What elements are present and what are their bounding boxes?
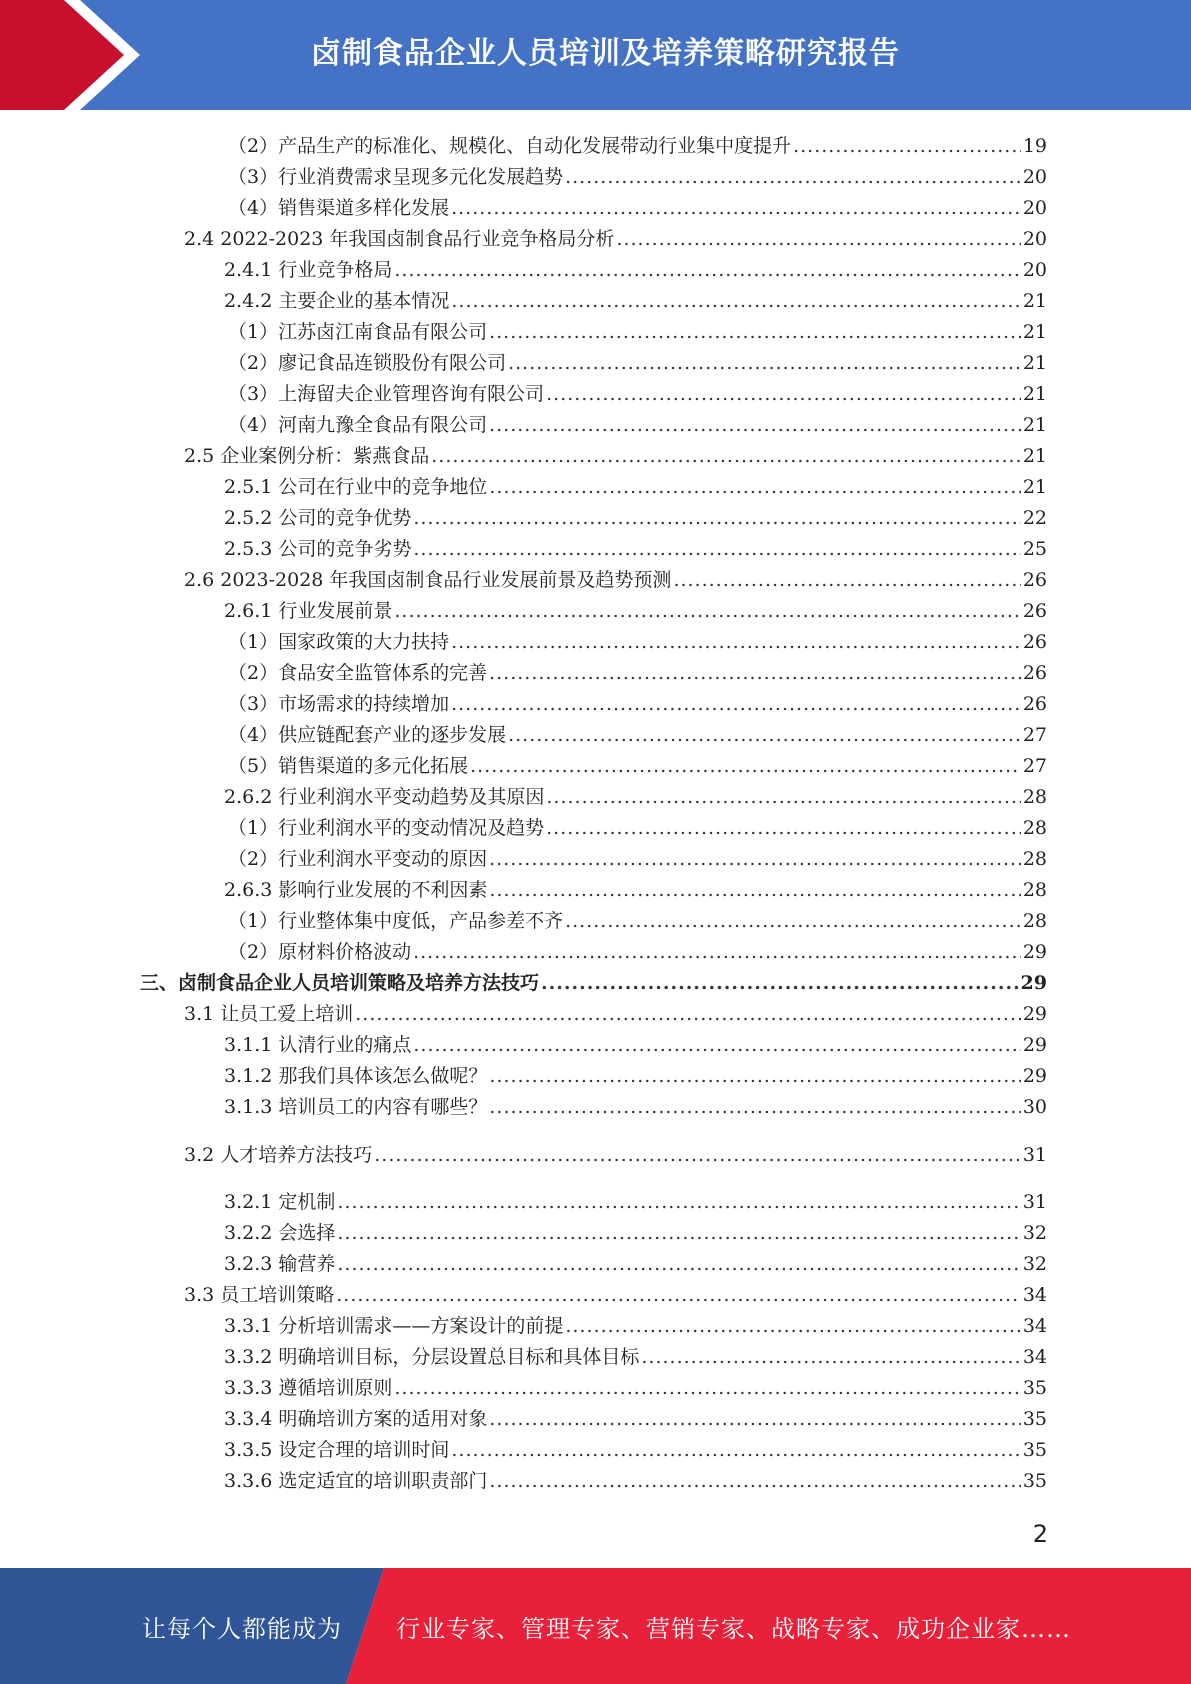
toc-entry-page: 28 [1022,879,1047,901]
toc-entry[interactable] [228,159,1047,189]
toc-entry[interactable] [224,593,1047,623]
page-number: 2 [1032,1520,1048,1548]
toc-leader-dots [546,816,1021,840]
toc-leader-dots [394,258,1020,282]
toc-entry-page: 35 [1022,1470,1047,1492]
toc-entry-page: 34 [1022,1284,1047,1306]
toc-entry-page: 28 [1022,848,1047,870]
toc-leader-dots [337,1252,1020,1276]
toc-entry-page: 32 [1022,1222,1047,1244]
toc-entry-title: （1）江苏卤江南食品有限公司 [228,321,488,343]
toc-leader-dots [546,785,1020,809]
toc-leader-dots [489,1064,1020,1088]
toc-entry[interactable] [224,779,1047,809]
toc-entry-title: 3.3.5 设定合理的培训时间 [224,1439,450,1461]
toc-leader-dots [451,289,1020,313]
toc-leader-dots [489,1407,1020,1431]
toc-entry-page: 35 [1022,1377,1047,1399]
toc-entry-page: 31 [1022,1191,1047,1213]
toc-entry[interactable] [224,1308,1047,1338]
toc-entry-page: 30 [1022,1096,1047,1118]
toc-entry[interactable] [228,810,1047,840]
toc-entry-page: 19 [1022,135,1047,157]
footer-slogan-left: 让每个人都能成为 [142,1614,342,1643]
toc-entry[interactable] [228,314,1047,344]
toc-entry-title: （2）行业利润水平变动的原因 [228,848,488,870]
toc-entry[interactable] [228,841,1047,871]
toc-entry-title: 2.5.2 公司的竞争优势 [224,507,412,529]
toc-entry[interactable] [184,438,1047,468]
red-arrow-decoration [0,0,150,110]
toc-entry-title: （2）食品安全监管体系的完善 [228,662,488,684]
toc-entry-title: 3.3.6 选定适宜的培训职责部门 [224,1470,488,1492]
toc-leader-dots [451,692,1021,716]
toc-entry-page: 29 [1022,941,1047,963]
toc-entry-page: 34 [1022,1315,1047,1337]
toc-entry[interactable] [224,1246,1047,1276]
toc-leader-dots [336,1283,1021,1307]
toc-chapter-entry[interactable] [140,965,1047,995]
toc-entry[interactable] [228,748,1047,778]
toc-entry[interactable] [224,1089,1047,1119]
toc-entry-title: （3）市场需求的持续增加 [228,693,450,715]
toc-entry[interactable] [228,407,1047,437]
toc-leader-dots [394,1376,1020,1400]
toc-entry-title: （1）国家政策的大力扶持 [228,631,450,653]
toc-leader-dots [489,1095,1020,1119]
toc-entry[interactable] [228,903,1047,933]
toc-leader-dots [489,847,1021,871]
toc-entry[interactable] [224,1463,1047,1493]
toc-entry-title: （3）行业消费需求呈现多元化发展趋势 [228,166,564,188]
toc-entry[interactable] [224,500,1047,530]
toc-entry[interactable] [184,221,1047,251]
toc-entry-page: 29 [1020,972,1047,994]
toc-entry-page: 21 [1022,414,1047,436]
toc-entry[interactable] [228,376,1047,406]
toc-entry-title: 2.4 2022-2023 年我国卤制食品行业竞争格局分析 [184,228,615,250]
toc-entry-title: 3.2.2 会选择 [224,1222,336,1244]
toc-leader-dots [541,971,1019,995]
toc-leader-dots [413,506,1020,530]
toc-entry[interactable] [224,469,1047,499]
toc-entry-page: 27 [1022,755,1047,777]
toc-entry-page: 20 [1022,259,1047,281]
toc-entry[interactable] [228,345,1047,375]
toc-entry-title: （1）行业整体集中度低，产品参差不齐 [228,910,564,932]
toc-entry-title: 2.5.1 公司在行业中的竞争地位 [224,476,488,498]
toc-entry-page: 20 [1022,166,1047,188]
toc-entry-page: 21 [1022,383,1047,405]
footer-slogan-right: 行业专家、管理专家、营销专家、战略专家、成功企业家…… [396,1614,1071,1643]
toc-entry-page: 34 [1022,1346,1047,1368]
toc-entry[interactable] [228,190,1047,220]
toc-entry-page: 28 [1022,786,1047,808]
toc-leader-dots [489,878,1020,902]
toc-leader-dots [413,940,1021,964]
toc-entry-page: 20 [1022,197,1047,219]
toc-entry[interactable] [228,934,1047,964]
toc-entry-page: 26 [1022,662,1047,684]
toc-entry[interactable] [224,283,1047,313]
toc-leader-dots [355,1002,1021,1026]
toc-leader-dots [394,599,1020,623]
toc-entry-title: （2）产品生产的标准化、规模化、自动化发展带动行业集中度提升 [228,135,792,157]
toc-entry-page: 29 [1022,1034,1047,1056]
toc-entry[interactable] [184,996,1047,1026]
toc-entry-page: 21 [1022,321,1047,343]
toc-entry-page: 21 [1022,352,1047,374]
toc-leader-dots [673,568,1020,592]
toc-leader-dots [489,1469,1020,1493]
toc-entry-title: 2.5.3 公司的竞争劣势 [224,538,412,560]
toc-entry-page: 26 [1022,693,1047,715]
toc-entry-page: 27 [1022,724,1047,746]
toc-entry-page: 21 [1022,476,1047,498]
toc-leader-dots [508,351,1021,375]
toc-entry-page: 20 [1022,228,1047,250]
toc-entry-title: 3.1.3 培训员工的内容有哪些？ [224,1096,488,1118]
toc-entry[interactable] [224,1215,1047,1245]
toc-entry-title: 2.6.1 行业发展前景 [224,600,393,622]
toc-leader-dots [641,1345,1020,1369]
toc-leader-dots [565,165,1021,189]
toc-entry-title: 3.1.1 认清行业的痛点 [224,1034,412,1056]
toc-entry[interactable] [184,562,1047,592]
toc-entry[interactable] [184,1137,1047,1167]
toc-entry-title: （1）行业利润水平的变动情况及趋势 [228,817,545,839]
toc-leader-dots [508,723,1021,747]
toc-entry-title: 3.1.2 那我们具体该怎么做呢？ [224,1065,488,1087]
toc-entry-title: （3）上海留夫企业管理咨询有限公司 [228,383,545,405]
toc-entry-title: 2.6.3 影响行业发展的不利因素 [224,879,488,901]
page-header [0,0,1191,110]
toc-leader-dots [337,1190,1020,1214]
toc-leader-dots [451,1438,1020,1462]
toc-entry-page: 32 [1022,1253,1047,1275]
toc-entry-page: 21 [1022,445,1047,467]
toc-entry[interactable] [224,1027,1047,1057]
toc-entry-title: 3.3 员工培训策略 [184,1284,335,1306]
toc-entry-title: 2.4.1 行业竞争格局 [224,259,393,281]
toc-entry-title: 2.6 2023-2028 年我国卤制食品行业发展前景及趋势预测 [184,569,672,591]
toc-entry-page: 22 [1022,507,1047,529]
toc-entry[interactable] [224,1058,1047,1088]
toc-entry-title: （2）原材料价格波动 [228,941,412,963]
toc-entry[interactable] [224,1184,1047,1214]
toc-entry-page: 21 [1022,290,1047,312]
toc-entry-page: 26 [1022,600,1047,622]
toc-leader-dots [413,537,1020,561]
toc-leader-dots [451,196,1021,220]
toc-entry[interactable] [224,872,1047,902]
toc-leader-dots [374,1143,1021,1167]
toc-entry-title: 2.6.2 行业利润水平变动趋势及其原因 [224,786,545,808]
toc-entry[interactable] [224,252,1047,282]
toc-leader-dots [470,754,1021,778]
toc-leader-dots [489,413,1021,437]
toc-leader-dots [616,227,1020,251]
toc-leader-dots [489,320,1021,344]
toc-entry-page: 26 [1022,631,1047,653]
toc-entry-title: 3.1 让员工爱上培训 [184,1003,354,1025]
toc-entry-title: （2）廖记食品连锁股份有限公司 [228,352,507,374]
toc-entry[interactable] [228,624,1047,654]
toc-entry-page: 25 [1022,538,1047,560]
toc-entry-title: （5）销售渠道的多元化拓展 [228,755,469,777]
toc-entry-title: 2.4.2 主要企业的基本情况 [224,290,450,312]
toc-entry-title: 3.2.1 定机制 [224,1191,336,1213]
toc-entry[interactable] [228,717,1047,747]
toc-entry-page: 35 [1022,1408,1047,1430]
toc-entry[interactable] [228,655,1047,685]
toc-leader-dots [431,444,1021,468]
page-footer [0,1568,1191,1684]
toc-entry-title: 2.5 企业案例分析：紫燕食品 [184,445,430,467]
toc-leader-dots [337,1221,1020,1245]
toc-entry-page: 28 [1022,817,1047,839]
toc-entry-page: 28 [1022,910,1047,932]
toc-entry-page: 35 [1022,1439,1047,1461]
toc-entry-title: 三、卤制食品企业人员培训策略及培养方法技巧 [140,972,540,994]
toc-entry-title: （4）河南九豫全食品有限公司 [228,414,488,436]
toc-entry-page: 26 [1022,569,1047,591]
toc-entry-title: 3.2 人才培养方法技巧 [184,1144,373,1166]
report-title: 卤制食品企业人员培训及培养策略研究报告 [311,36,900,71]
toc-entry[interactable] [224,1432,1047,1462]
toc-leader-dots [565,1314,1020,1338]
toc-leader-dots [489,475,1020,499]
toc-leader-dots [546,382,1021,406]
toc-leader-dots [451,630,1021,654]
toc-entry-title: 3.3.2 明确培训目标，分层设置总目标和具体目标 [224,1346,640,1368]
toc-entry[interactable] [228,128,1047,158]
toc-entry-title: （4）销售渠道多样化发展 [228,197,450,219]
toc-entry[interactable] [224,531,1047,561]
toc-leader-dots [413,1033,1020,1057]
toc-entry[interactable] [228,686,1047,716]
toc-leader-dots [793,134,1021,158]
toc-leader-dots [489,661,1021,685]
toc-entry-page: 31 [1022,1144,1047,1166]
toc-entry[interactable] [184,1277,1047,1307]
toc-entry-title: 3.3.4 明确培训方案的适用对象 [224,1408,488,1430]
toc-entry[interactable] [224,1370,1047,1400]
toc-entry-title: 3.3.1 分析培训需求——方案设计的前提 [224,1315,564,1337]
toc-leader-dots [565,909,1021,933]
toc-entry[interactable] [224,1401,1047,1431]
toc-entry-page: 29 [1022,1065,1047,1087]
toc-entry-title: （4）供应链配套产业的逐步发展 [228,724,507,746]
toc-entry-page: 29 [1022,1003,1047,1025]
toc-entry-title: 3.3.3 遵循培训原则 [224,1377,393,1399]
toc-entry-title: 3.2.3 输营养 [224,1253,336,1275]
toc-entry[interactable] [224,1339,1047,1369]
